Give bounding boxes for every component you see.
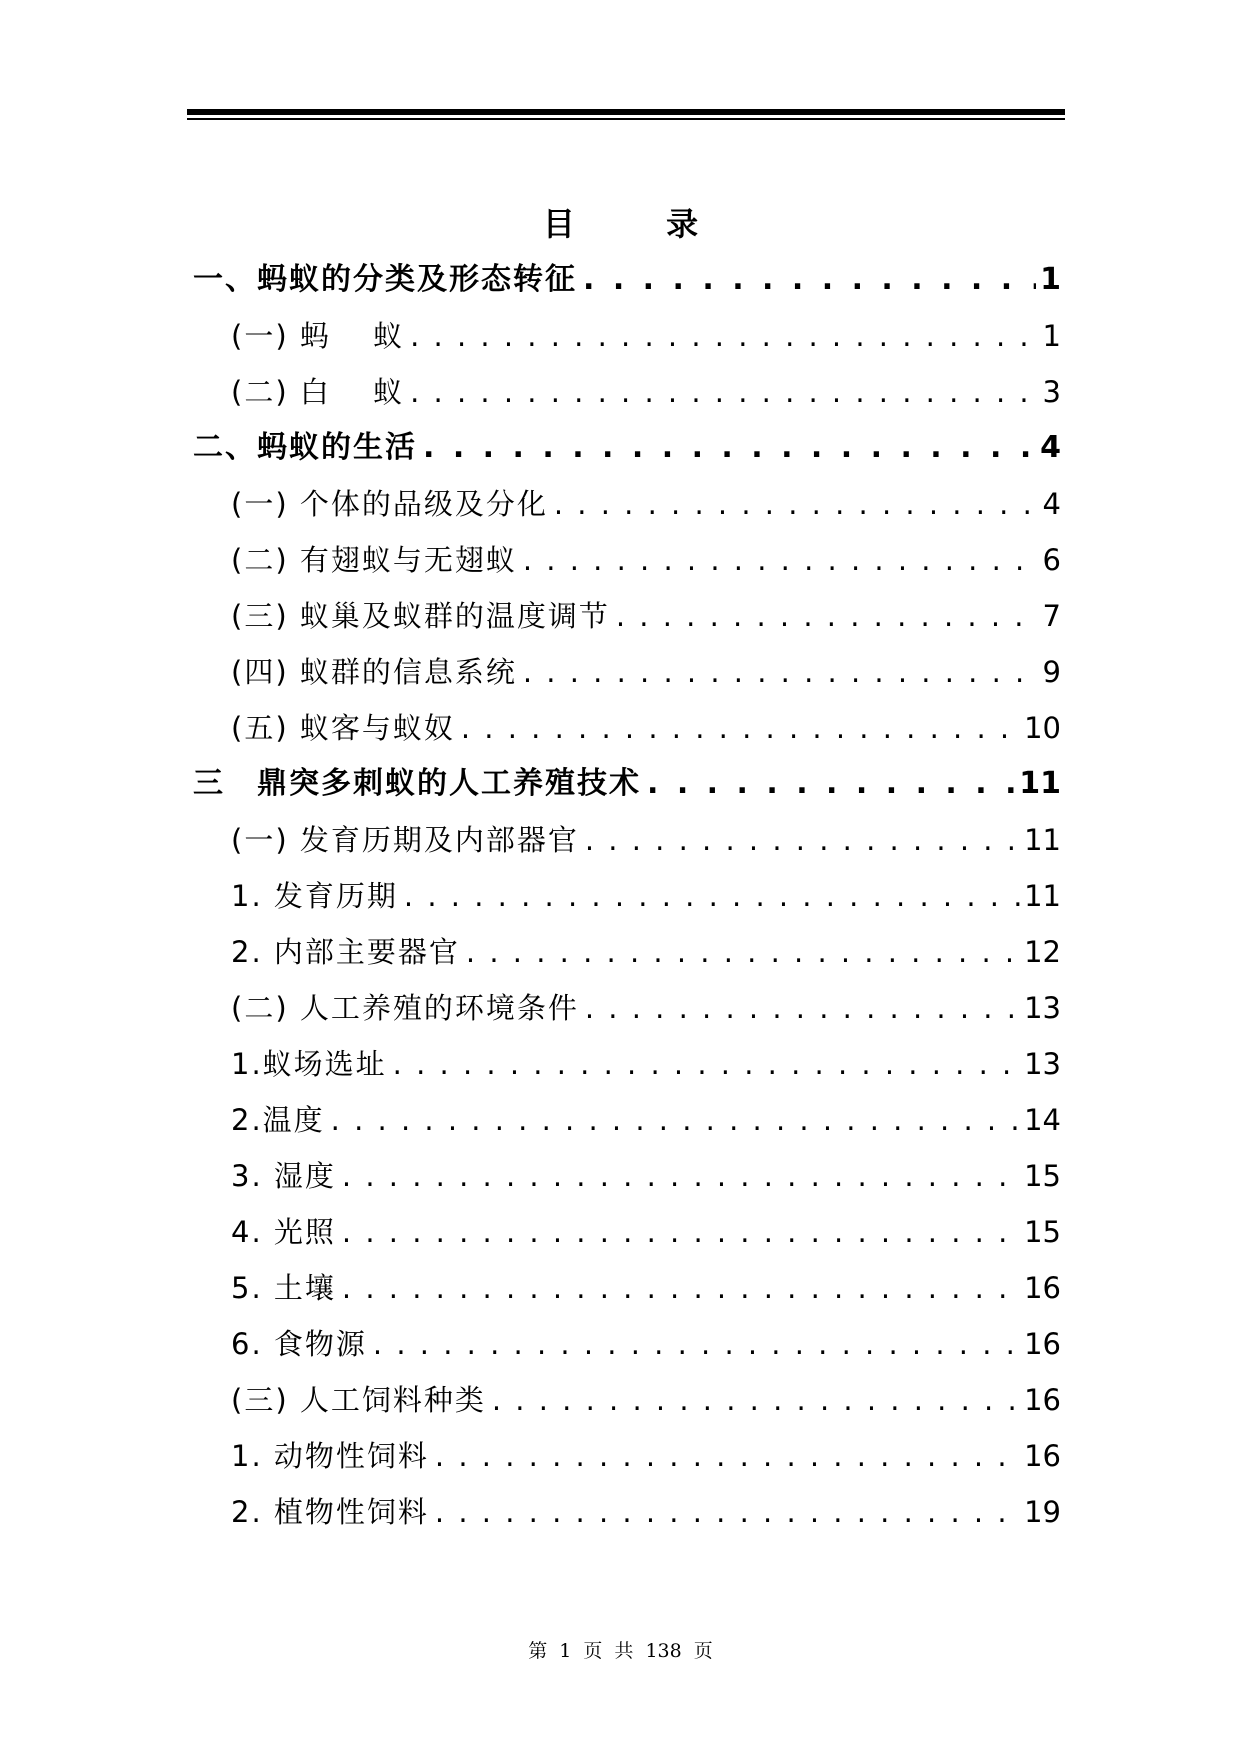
toc-dot-leader bbox=[342, 1148, 1020, 1204]
toc-entry-page: 13 bbox=[1024, 1047, 1061, 1081]
toc-dot-leader bbox=[492, 1372, 1020, 1428]
toc-entry-page: 11 bbox=[1024, 879, 1061, 913]
page-footer: 第 1 页 共 138 页 bbox=[528, 1640, 713, 1662]
toc-entry-label: (四) 蚁群的信息系统 bbox=[231, 655, 517, 689]
toc-dot-leader bbox=[423, 420, 1036, 476]
toc-entry-page: 4 bbox=[1042, 487, 1061, 521]
toc-dot-leader bbox=[393, 1036, 1020, 1092]
toc-entry-label: (三) 蚁巢及蚁群的温度调节 bbox=[231, 599, 610, 633]
toc-entry-label: 1. 动物性饲料 bbox=[231, 1439, 429, 1473]
toc-entry-label: (一) 蚂 蚁 bbox=[231, 319, 405, 353]
toc-entry-page: 14 bbox=[1024, 1103, 1061, 1137]
toc-dot-leader bbox=[585, 980, 1020, 1036]
toc-entry[interactable] bbox=[193, 1148, 1061, 1204]
toc-entry-page: 12 bbox=[1024, 935, 1061, 969]
toc-entry-page: 16 bbox=[1024, 1327, 1061, 1361]
toc-dot-leader bbox=[461, 700, 1020, 756]
toc-entry-page: 3 bbox=[1042, 375, 1061, 409]
toc-entry-page: 11 bbox=[1024, 823, 1061, 857]
toc-dot-leader bbox=[331, 1092, 1020, 1148]
toc-entry-page: 15 bbox=[1024, 1159, 1061, 1193]
toc-dot-leader bbox=[523, 644, 1039, 700]
toc-entry[interactable] bbox=[193, 1316, 1061, 1372]
toc-entry-page: 11 bbox=[1019, 766, 1061, 801]
toc-entry[interactable] bbox=[193, 420, 1061, 476]
toc-entry-page: 4 bbox=[1040, 430, 1061, 465]
toc-dot-leader bbox=[616, 588, 1039, 644]
toc-dot-leader bbox=[342, 1260, 1020, 1316]
toc-entry-label: 1. 发育历期 bbox=[231, 879, 398, 913]
toc-dot-leader bbox=[410, 364, 1038, 420]
toc-entry-label: (一) 个体的品级及分化 bbox=[231, 487, 548, 521]
toc-entry[interactable] bbox=[193, 476, 1061, 532]
toc-entry[interactable] bbox=[193, 588, 1061, 644]
toc-entry[interactable] bbox=[193, 868, 1061, 924]
toc-dot-leader bbox=[373, 1316, 1020, 1372]
toc-dot-leader bbox=[585, 812, 1020, 868]
toc-entry[interactable] bbox=[193, 980, 1061, 1036]
toc-entry[interactable] bbox=[193, 1092, 1061, 1148]
toc-entry-label: (三) 人工饲料种类 bbox=[231, 1383, 486, 1417]
toc-dot-leader bbox=[583, 252, 1036, 308]
toc-dot-leader bbox=[523, 532, 1039, 588]
toc-dot-leader bbox=[410, 308, 1038, 364]
toc-dot-leader bbox=[404, 868, 1020, 924]
toc-entry[interactable] bbox=[193, 924, 1061, 980]
toc-entry[interactable] bbox=[193, 1484, 1061, 1540]
toc-entry[interactable] bbox=[193, 308, 1061, 364]
toc-entry-page: 16 bbox=[1024, 1383, 1061, 1417]
toc-dot-leader bbox=[554, 476, 1039, 532]
toc-entry-label: (一) 发育历期及内部器官 bbox=[231, 823, 579, 857]
header-rule-thin bbox=[187, 118, 1065, 120]
toc-entry-label: 2.温度 bbox=[231, 1103, 325, 1137]
toc-entry-label: 6. 食物源 bbox=[231, 1327, 367, 1361]
toc-dot-leader bbox=[647, 756, 1015, 812]
toc-entry[interactable] bbox=[193, 1260, 1061, 1316]
toc-entry-label: 3. 湿度 bbox=[231, 1159, 336, 1193]
toc-entry-page: 13 bbox=[1024, 991, 1061, 1025]
toc-entry-page: 16 bbox=[1024, 1271, 1061, 1305]
toc-dot-leader bbox=[435, 1428, 1020, 1484]
toc-entry[interactable] bbox=[193, 756, 1061, 812]
toc-entry-page: 1 bbox=[1040, 262, 1061, 297]
toc-entry-label: (二) 有翅蚁与无翅蚁 bbox=[231, 543, 517, 577]
header-rule bbox=[187, 109, 1065, 120]
toc-entry[interactable] bbox=[193, 1428, 1061, 1484]
toc-entry[interactable] bbox=[193, 532, 1061, 588]
toc-entry[interactable] bbox=[193, 364, 1061, 420]
toc-entry-page: 7 bbox=[1042, 599, 1061, 633]
table-of-contents bbox=[193, 252, 1061, 1540]
toc-entry-label: 4. 光照 bbox=[231, 1215, 336, 1249]
toc-entry-page: 15 bbox=[1024, 1215, 1061, 1249]
toc-entry[interactable] bbox=[193, 1372, 1061, 1428]
toc-entry-label: 三 鼎突多刺蚁的人工养殖技术 bbox=[193, 766, 641, 801]
toc-dot-leader bbox=[466, 924, 1020, 980]
toc-entry[interactable] bbox=[193, 1036, 1061, 1092]
toc-entry-label: 5. 土壤 bbox=[231, 1271, 336, 1305]
toc-entry-label: 二、蚂蚁的生活 bbox=[193, 430, 417, 465]
toc-dot-leader bbox=[342, 1204, 1020, 1260]
toc-entry[interactable] bbox=[193, 644, 1061, 700]
page-title: 目 录 bbox=[542, 205, 739, 243]
toc-entry[interactable] bbox=[193, 252, 1061, 308]
toc-entry-page: 10 bbox=[1024, 711, 1061, 745]
toc-entry-page: 1 bbox=[1042, 319, 1061, 353]
toc-entry-page: 16 bbox=[1024, 1439, 1061, 1473]
toc-entry-label: (二) 白 蚁 bbox=[231, 375, 405, 409]
toc-entry[interactable] bbox=[193, 1204, 1061, 1260]
toc-entry-label: (二) 人工养殖的环境条件 bbox=[231, 991, 579, 1025]
toc-entry-label: (五) 蚁客与蚁奴 bbox=[231, 711, 455, 745]
toc-entry-label: 2. 植物性饲料 bbox=[231, 1495, 429, 1529]
toc-entry[interactable] bbox=[193, 700, 1061, 756]
toc-entry-label: 1.蚁场选址 bbox=[231, 1047, 387, 1081]
toc-entry-page: 19 bbox=[1024, 1495, 1061, 1529]
toc-entry[interactable] bbox=[193, 812, 1061, 868]
toc-entry-page: 9 bbox=[1042, 655, 1061, 689]
toc-entry-label: 2. 内部主要器官 bbox=[231, 935, 460, 969]
toc-entry-label: 一、蚂蚁的分类及形态转征 bbox=[193, 262, 577, 297]
toc-entry-page: 6 bbox=[1042, 543, 1061, 577]
toc-dot-leader bbox=[435, 1484, 1020, 1540]
